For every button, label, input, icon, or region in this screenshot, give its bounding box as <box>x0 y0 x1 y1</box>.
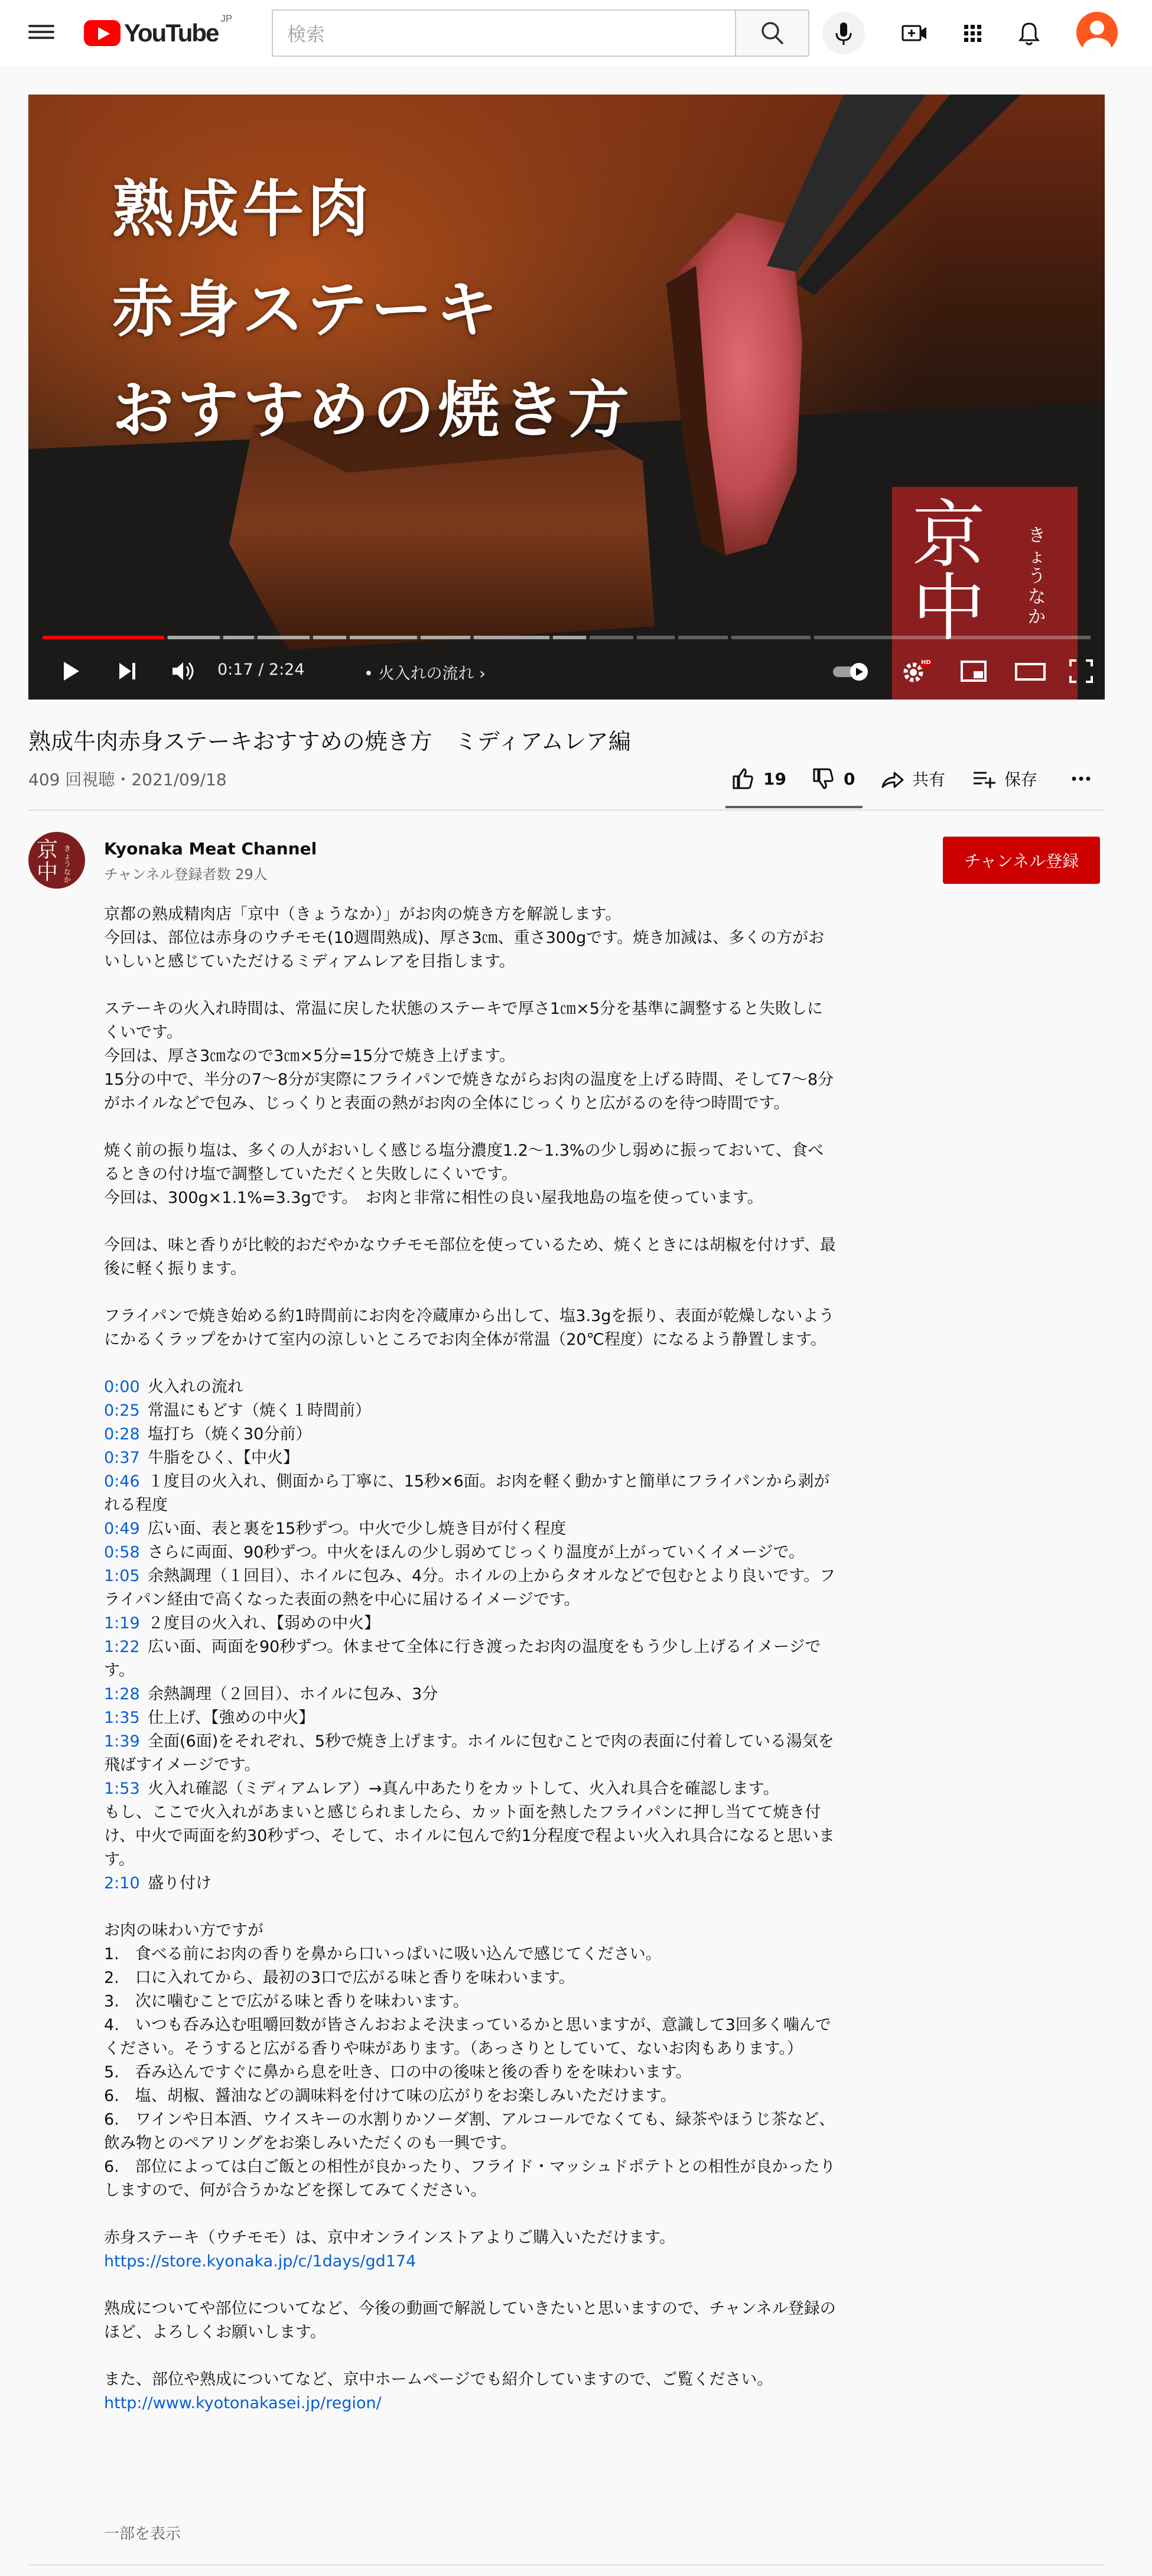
video-title: 熟成牛肉赤身ステーキおすすめの焼き方 ミディアムレア編 <box>28 728 631 754</box>
thumbs-down-icon <box>811 766 837 792</box>
chapter-marker <box>549 636 553 639</box>
dislike-count: 0 <box>844 769 855 789</box>
notifications-button[interactable] <box>1013 17 1046 50</box>
time-display: 0:17 / 2:24 <box>217 661 305 679</box>
video-player[interactable] <box>28 95 1105 700</box>
share-icon <box>879 766 905 792</box>
player-controls <box>28 642 1105 700</box>
view-count-date: 409 回視聴・2021/09/18 <box>28 770 227 789</box>
chapter-timestamp-link[interactable]: 1:39 <box>104 1732 140 1751</box>
chapter-item <box>104 1517 837 1541</box>
chapter-marker <box>811 636 814 639</box>
autoplay-toggle[interactable] <box>829 655 874 688</box>
apps-grid-icon <box>956 17 989 50</box>
homepage-text: また、部位や熟成についてなど、京中ホームページでも紹介していますので、ご覧ください。 <box>104 2370 773 2389</box>
guide-menu-button[interactable] <box>28 21 54 45</box>
voice-search-button[interactable] <box>822 12 865 54</box>
subscriber-count: チャンネル登録者数 29人 <box>104 866 268 883</box>
chapter-text: 常温にもどす（焼く１時間前） <box>148 1401 371 1420</box>
divider <box>28 809 1105 811</box>
fullscreen-button[interactable] <box>1065 655 1098 688</box>
search-icon <box>736 11 811 56</box>
chapter-timestamp-link[interactable]: 0:58 <box>104 1543 140 1562</box>
chapter-timestamp-link[interactable]: 0:28 <box>104 1425 140 1443</box>
chapter-marker <box>164 636 168 639</box>
playlist-add-icon <box>971 766 997 792</box>
chapter-text: 塩打ち（焼く30分前） <box>148 1425 312 1443</box>
chapter-timestamp-link[interactable]: 1:22 <box>104 1638 140 1656</box>
brand-logo-kana: きょうなか <box>1028 525 1046 627</box>
chapter-item <box>104 1541 837 1565</box>
youtube-logo[interactable] <box>84 13 233 48</box>
chapter-item <box>104 1683 837 1706</box>
create-video-icon <box>898 17 931 50</box>
chapter-marker <box>220 636 223 639</box>
chapter-item <box>104 1612 837 1635</box>
chapter-text: 盛り付け <box>148 1874 211 1892</box>
chapter-timestamp-link[interactable]: 0:00 <box>104 1378 140 1396</box>
dislike-button[interactable] <box>811 760 855 798</box>
chapter-marker <box>310 636 313 639</box>
chapter-marker <box>728 636 731 639</box>
bell-icon <box>1013 17 1046 50</box>
chapter-timestamp-link[interactable]: 0:46 <box>104 1472 140 1491</box>
miniplayer-button[interactable] <box>957 655 990 688</box>
like-button[interactable] <box>730 760 786 798</box>
fullscreen-icon <box>1065 655 1098 688</box>
brand-logo-kanji: 京中 <box>912 493 986 651</box>
taste-guide: お肉の味わい方ですが 1. 食べる前にお肉の香りを鼻から口いっぱいに吸い込んで感じてください。 2. 口に入れてから、最初の3口で広がる味と香りを味わいます。 3. 次に噛むことで広がる味と香りを味わいます。 4. いつも呑み込む咀嚼回数が皆さんおおよそ決まっているかと思いますが、意識して3回多く噛んでください。そうすると広がる香りや味があります。（あっさりとしていて、ないお肉もあります。） 5. 呑み込んですぐに鼻から息を吐き、口の中の後味と後の香りをを味わいます。 6. 塩、胡椒、醤油などの調味料を付けて味の広がりをお楽しみいただけます。 6. ワインや日本酒、ウイスキーの水割りかソーダ割、アルコールでなくても、緑茶やほうじ茶など、飲み物とのペアリングをお楽しみいただくのも一興です。 6. 部位によっては白ご飯との相性が良かったり、フライド・マッシュドポテトとの相性が良かったりしますので、何が合うかなどを探してみてください。 <box>104 1921 836 2200</box>
chapter-item <box>104 1565 837 1612</box>
share-button[interactable] <box>879 760 945 798</box>
save-label: 保存 <box>1004 770 1038 789</box>
chapter-item <box>104 1470 837 1517</box>
chapter-text: 牛脂をひく、【中火】 <box>148 1449 299 1467</box>
video-description <box>104 903 837 2415</box>
store-link[interactable]: https://store.kyonaka.jp/c/1days/gd174 <box>104 2252 416 2271</box>
chapter-item <box>104 1706 837 1730</box>
chapter-timestamp-link[interactable]: 1:35 <box>104 1709 140 1727</box>
thumbs-up-icon <box>730 766 756 792</box>
chapter-text: 仕上げ、【強めの中火】 <box>148 1709 315 1727</box>
play-icon <box>54 655 87 688</box>
hamburger-icon <box>28 25 54 27</box>
skip-next-icon <box>111 655 144 688</box>
description-paragraph: 京都の熟成精肉店「京中（きょうなか）」がお肉の焼き方を解説します。 今回は、部位は赤身のウチモモ(10週間熟成)、厚さ3㎝、重さ300gです。焼き加減は、多くの方がおいしいと感じていただけるミディアムレアを目指します。 <box>104 905 825 971</box>
show-less-button[interactable]: 一部を表示 <box>104 2525 181 2543</box>
description-paragraph: 今回は、味と香りが比較的おだやかなウチモモ部位を使っているため、焼くときには胡椒を付けず、最後に軽く振ります。 <box>104 1236 836 1278</box>
thumbnail-title-line-2: 赤身ステーキ <box>112 273 501 346</box>
homepage-link[interactable]: http://www.kyotonakasei.jp/region/ <box>104 2394 382 2412</box>
save-button[interactable] <box>971 760 1037 798</box>
progress-bar[interactable] <box>43 636 1091 639</box>
channel-avatar-kanji: 京中 <box>37 838 58 884</box>
chapter-marker <box>470 636 474 639</box>
chapter-text: さらに両面、90秒ずつ。中火をほんの少し弱めてじっくり温度が上がっていくイメージで。 <box>148 1543 805 1562</box>
user-silhouette-icon <box>1076 12 1118 53</box>
microphone-icon <box>822 12 865 54</box>
more-horizontal-icon <box>1068 766 1094 792</box>
mute-button[interactable] <box>167 655 200 688</box>
search-button[interactable] <box>735 9 809 57</box>
youtube-wordmark: YouTube <box>124 19 219 47</box>
chapter-marker <box>633 636 637 639</box>
subscribe-request-text: 熟成についてや部位についてなど、今後の動画で解説していきたいと思いますので、チャンネル登録のほど、よろしくお願いします。 <box>104 2299 836 2341</box>
chapter-text: 広い面、両面を90秒ずつ。休ませて全体に行き渡ったお肉の温度をもう少し上げるイメージです。 <box>104 1638 821 1680</box>
chapter-timestamp-link[interactable]: 1:19 <box>104 1614 140 1632</box>
chapter-text: 余熱調理（２回目）、ホイルに包み、3分 <box>148 1685 438 1703</box>
search-placeholder: 検索 <box>287 23 326 45</box>
play-button[interactable] <box>54 655 87 688</box>
chapter-title-button[interactable] <box>364 661 486 684</box>
search-input[interactable] <box>272 9 735 57</box>
chapter-timestamp-link[interactable]: 0:49 <box>104 1520 140 1538</box>
hd-badge: HD <box>921 659 931 666</box>
chapter-timestamp-link[interactable]: 0:25 <box>104 1401 140 1420</box>
chapter-marker <box>586 636 590 639</box>
chapter-text: 余熱調理（１回目）、ホイルに包み、4分。ホイルの上からタオルなどで包むとより良いです。フライパン経由で高くなった表面の熱を中心に届けるイメージです。 <box>104 1567 836 1609</box>
chapter-timestamp-link[interactable]: 1:53 <box>104 1780 140 1798</box>
chevron-right-icon: › <box>479 665 486 683</box>
theater-mode-icon <box>1011 655 1049 688</box>
store-text: 赤身ステーキ（ウチモモ）は、京中オンラインストアよりご購入いただけます。 <box>104 2229 675 2247</box>
thumbnail-title-line-3: おすすめの焼き方 <box>112 373 633 446</box>
chapter-timestamp-link[interactable]: 1:05 <box>104 1567 140 1585</box>
thumbnail-title-line-1: 熟成牛肉 <box>112 173 373 245</box>
chapter-marker <box>675 636 678 639</box>
next-button[interactable] <box>111 655 144 688</box>
description-paragraph: 焼く前の振り塩は、多くの人がおいしく感じる塩分濃度1.2〜1.3%の少し弱めに振っておいて、食べるときの付け塩で調整していただくと失敗しにくいです。 今回は、300g×1.1%=3.3gです。 お肉と非常に相性の良い屋我地島の塩を使っています。 <box>104 1141 824 1207</box>
chapter-marker <box>254 636 258 639</box>
chapter-text: ２度目の火入れ、【弱めの中火】 <box>148 1614 380 1632</box>
chapter-text: 火入れ確認（ミディアムレア）→真ん中あたりをカットして、火入れ具合を確認します。 もし、ここで火入れがあまいと感じられましたら、カット面を熱したフライパンに押し当てて焼き付け、中火で両面を約30秒ずつ、そして、ホイルに包んで約1分程度で程よい火入れ具合になると思います。 <box>104 1780 835 1869</box>
chapter-timestamp-link[interactable]: 1:28 <box>104 1685 140 1703</box>
chapter-marker <box>346 636 350 639</box>
channel-avatar[interactable] <box>28 832 85 889</box>
chapter-timestamp-link[interactable]: 2:10 <box>104 1874 140 1892</box>
chapter-item <box>104 1730 837 1777</box>
chapter-text: 広い面、表と裏を15秒ずつ。中火で少し焼き目が付く程度 <box>148 1520 567 1538</box>
chapter-item <box>104 1399 837 1423</box>
chapter-item <box>104 1635 837 1683</box>
progress-played <box>43 636 166 639</box>
chapter-item <box>104 1423 837 1446</box>
volume-icon <box>167 655 200 688</box>
more-actions-button[interactable] <box>1068 760 1101 798</box>
description-paragraph: フライパンで焼き始める約1時間前にお肉を冷蔵庫から出して、塩3.3gを振り、表面が乾燥しないようにかるくラップをかけて室内の涼しいところでお肉全体が常温（20℃程度）になるよう静置します。 <box>104 1307 835 1349</box>
chapter-text: 火入れの流れ <box>148 1378 243 1396</box>
divider <box>28 2564 1105 2565</box>
subscribe-button[interactable]: チャンネル登録 <box>943 837 1100 884</box>
chapter-item <box>104 1777 837 1872</box>
masthead <box>0 0 1152 66</box>
logo-region: JP <box>220 13 233 24</box>
channel-name[interactable]: Kyonaka Meat Channel <box>104 839 317 858</box>
like-count: 19 <box>763 769 786 789</box>
chapter-item <box>104 1375 837 1399</box>
chapter-title: • 火入れの流れ <box>364 665 474 683</box>
chapter-text: 全面(6面)をそれぞれ、5秒で焼き上げます。ホイルに包むことで肉の表面に付着している湯気を飛ばすイメージです。 <box>104 1732 834 1774</box>
channel-avatar-kana: きょうなか <box>64 844 71 884</box>
share-label: 共有 <box>912 770 946 789</box>
theater-mode-button[interactable] <box>1011 655 1049 688</box>
create-video-button[interactable] <box>898 17 931 50</box>
chapter-timestamp-link[interactable]: 0:37 <box>104 1449 140 1467</box>
chapter-text: １度目の火入れ、側面から丁寧に、15秒×6面。お肉を軽く動かすと簡単にフライパンから剥がれる程度 <box>104 1472 830 1514</box>
settings-button[interactable] <box>897 655 932 688</box>
chapter-list <box>104 1375 837 1895</box>
like-ratio-fill <box>725 806 863 808</box>
autoplay-toggle-icon <box>829 655 874 688</box>
like-dislike-bar <box>725 806 863 808</box>
youtube-play-icon <box>84 20 121 46</box>
miniplayer-icon <box>957 655 990 688</box>
description-paragraph: ステーキの火入れ時間は、常温に戻した状態のステーキで厚さ1㎝×5分を基準に調整すると失敗しにくいです。 今回は、厚さ3㎝なので3㎝×5分=15分で焼き上げます。 15分の中で、半分の7〜8分が実際にフライパンで焼きながらお肉の温度を上げる時間、そして7〜8分がホイルなどで包み、じっくりと表面の熱がお肉の全体にじっくりと広がるのを待つ時間です。 <box>104 1000 834 1113</box>
account-avatar[interactable] <box>1076 12 1118 53</box>
apps-button[interactable] <box>956 17 989 50</box>
chapter-item <box>104 1446 837 1470</box>
chapter-item <box>104 1872 837 1895</box>
chapter-marker <box>417 636 421 639</box>
